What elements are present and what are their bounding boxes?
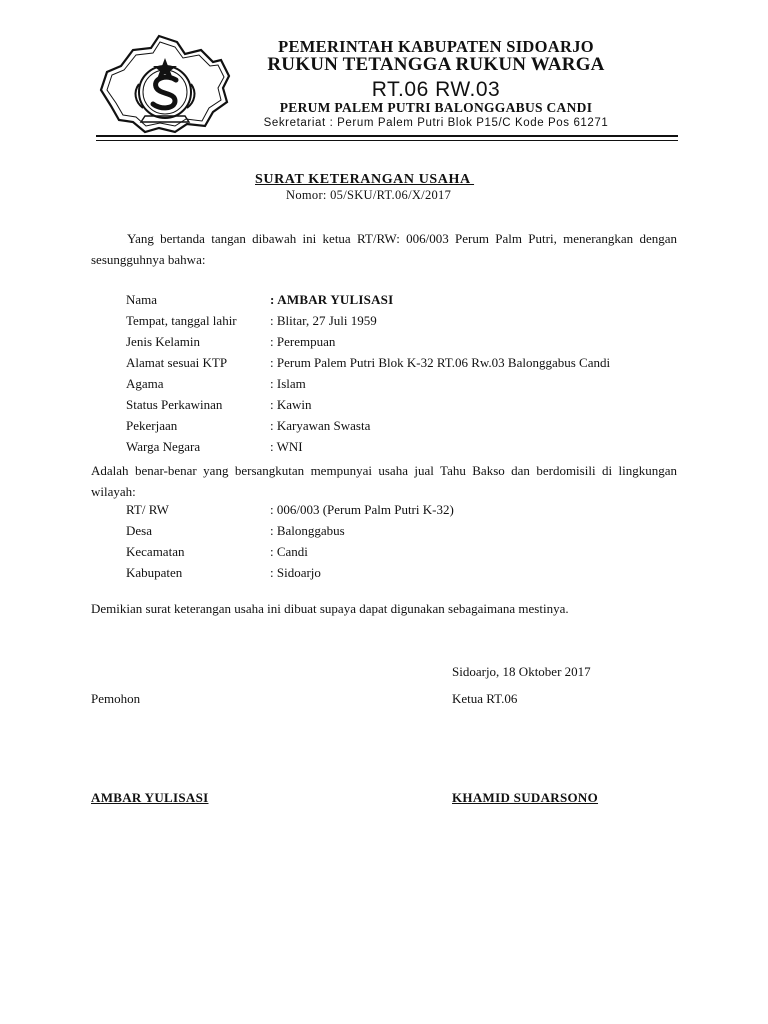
location-label: Desa <box>126 523 152 538</box>
identity-label: Agama <box>126 376 164 391</box>
identity-value: : AMBAR YULISASI <box>270 292 394 307</box>
location-value: : Sidoarjo <box>270 565 321 580</box>
statement-paragraph: Adalah benar-benar yang bersangkutan mempunyai usaha jual Tahu Bakso dan berdomisili di lingkungan wilayah: <box>91 463 677 499</box>
location-label: Kabupaten <box>126 565 183 580</box>
identity-label: Jenis Kelamin <box>126 334 201 349</box>
letterhead-secretariat: Sekretariat : Perum Palem Putri Blok P15/C Kode Pos 61271 <box>263 117 609 129</box>
sidoarjo-regency-emblem-icon <box>93 28 235 138</box>
applicant-signature-name: AMBAR YULISASI <box>91 790 209 805</box>
identity-value: : Islam <box>270 376 306 391</box>
identity-label: Nama <box>126 292 158 307</box>
letterhead-housing: PERUM PALEM PUTRI BALONGGABUS CANDI <box>279 100 593 115</box>
location-value: : Candi <box>270 544 308 559</box>
place-date: Sidoarjo, 18 Oktober 2017 <box>452 664 591 679</box>
identity-label: Warga Negara <box>126 439 201 454</box>
letterhead-rt-rw: RT.06 RW.03 <box>371 78 501 101</box>
identity-label: Status Perkawinan <box>126 397 223 412</box>
letterhead-divider-thick <box>96 135 678 137</box>
identity-value: : Karyawan Swasta <box>270 418 371 433</box>
identity-value: : Kawin <box>270 397 312 412</box>
identity-value: : Blitar, 27 Juli 1959 <box>270 313 377 328</box>
letterhead-organization: RUKUN TETANGGA RUKUN WARGA <box>267 54 605 75</box>
identity-label: Tempat, tanggal lahir <box>126 313 237 328</box>
identity-label: Pekerjaan <box>126 418 178 433</box>
location-label: RT/ RW <box>126 502 169 517</box>
identity-value: : Perum Palem Putri Blok K-32 RT.06 Rw.03 Balonggabus Candi <box>270 355 611 370</box>
location-value: : Balonggabus <box>270 523 345 538</box>
letterhead-government: PEMERINTAH KABUPATEN SIDOARJO <box>278 37 594 56</box>
letter-title: SURAT KETERANGAN USAHA <box>255 172 475 187</box>
letterhead-divider-thin <box>96 140 678 141</box>
closing-paragraph: Demikian surat keterangan usaha ini dibuat supaya dapat digunakan sebagaimana mestinya. <box>91 601 569 616</box>
intro-paragraph: Yang bertanda tangan dibawah ini ketua RT/RW: 006/003 Perum Palm Putri, menerangkan dengan sesungguhnya bahwa: <box>91 231 677 267</box>
identity-value: : WNI <box>270 439 303 454</box>
letter-number: Nomor: 05/SKU/RT.06/X/2017 <box>286 188 452 202</box>
identity-value: : Perempuan <box>270 334 336 349</box>
applicant-role: Pemohon <box>91 691 141 706</box>
rt-head-signature-name: KHAMID SUDARSONO <box>452 790 599 805</box>
location-value: : 006/003 (Perum Palm Putri K-32) <box>270 502 454 517</box>
location-label: Kecamatan <box>126 544 185 559</box>
rt-head-role: Ketua RT.06 <box>452 691 518 706</box>
identity-label: Alamat sesuai KTP <box>126 355 228 370</box>
